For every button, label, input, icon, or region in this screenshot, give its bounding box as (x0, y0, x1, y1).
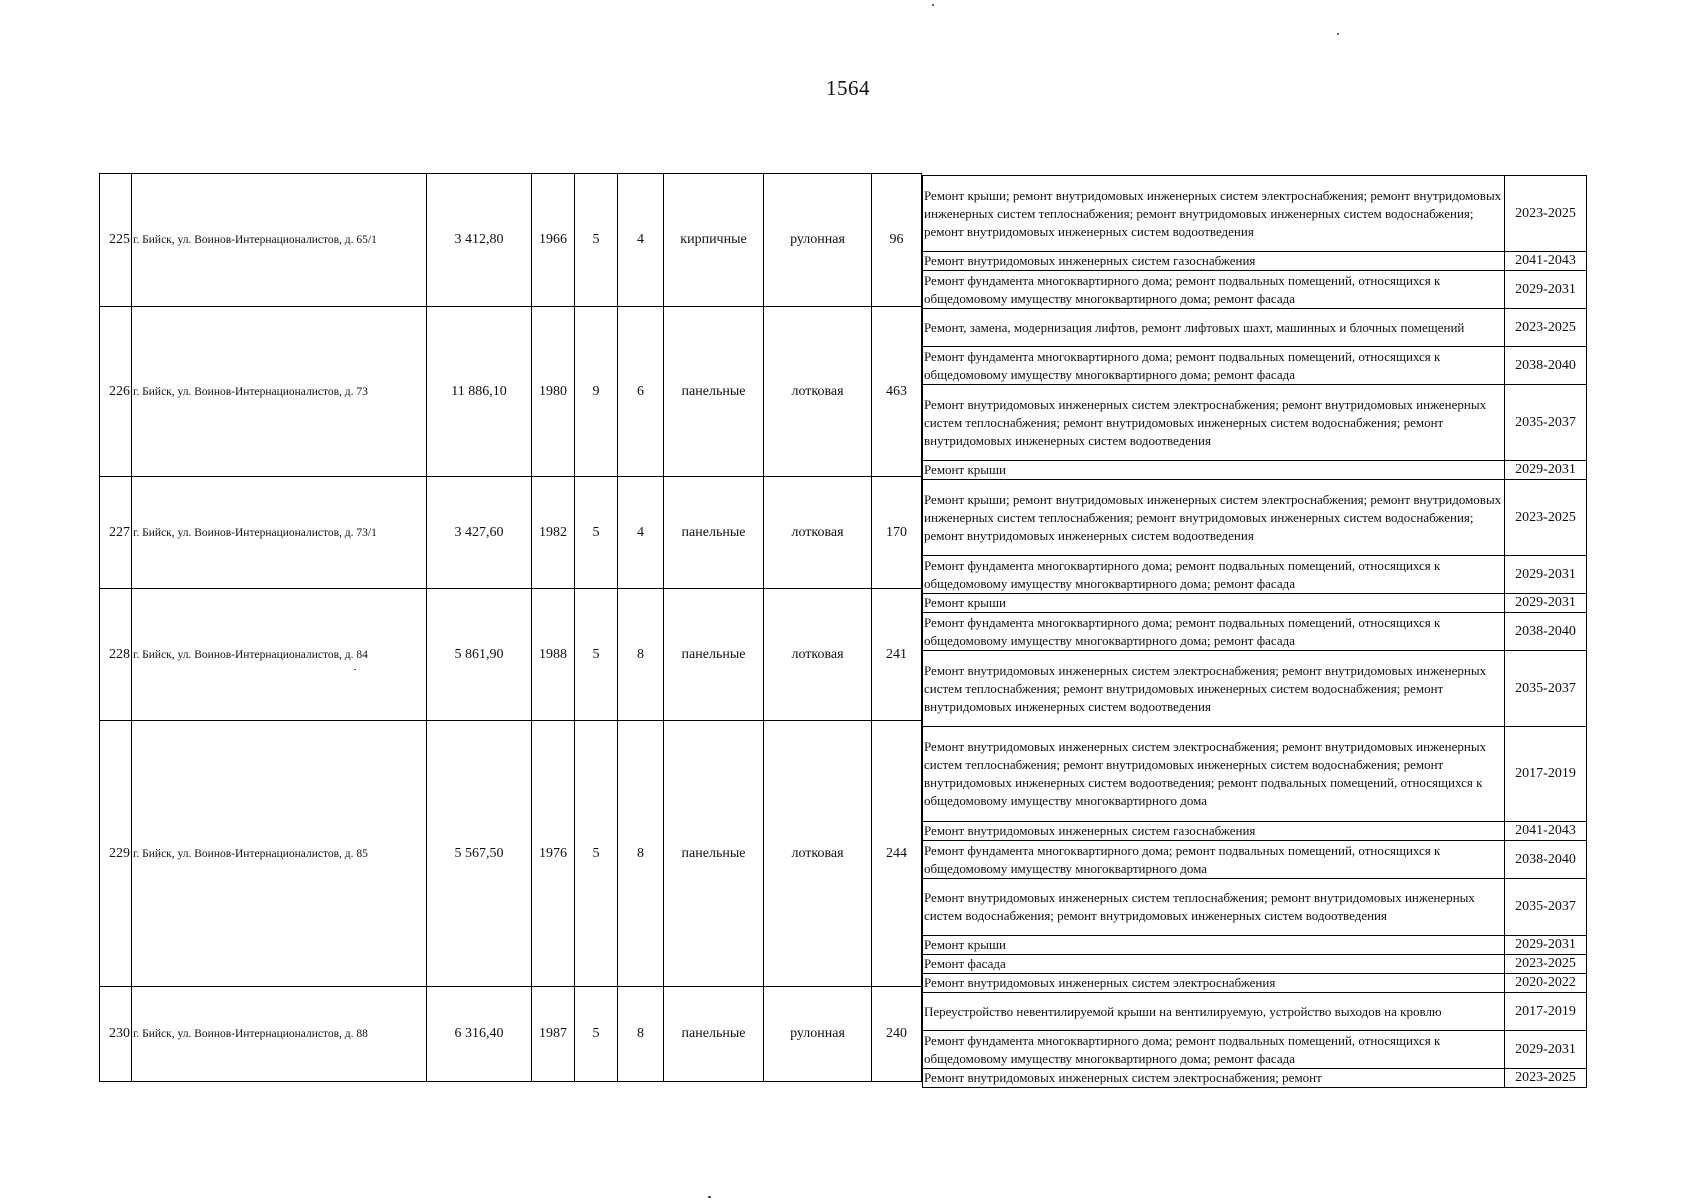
work-period: 2017-2019 (1505, 993, 1587, 1031)
work-row (923, 480, 1587, 556)
house-year: 1988 (532, 589, 575, 721)
work-row (923, 955, 1587, 974)
work-description: Ремонт внутридомовых инженерных систем теплоснабжения; ремонт внутридомовых инженерных систем водоснабжения; ремонт внутридомовых инженерных систем водоотведения (923, 879, 1505, 936)
work-period: 2035-2037 (1505, 385, 1587, 461)
work-description: Ремонт внутридомовых инженерных систем электроснабжения; ремонт внутридомовых инженерных систем теплоснабжения; ремонт внутридомовых инженерных систем водоснабжения; ремонт внутридомовых инженерных систем водоотведения (923, 385, 1505, 461)
house-address: г. Бийск, ул. Воинов-Интернационалистов, д. 85 (132, 721, 427, 987)
work-period: 2029-2031 (1505, 271, 1587, 309)
work-period: 2038-2040 (1505, 841, 1587, 879)
work-description: Ремонт фундамента многоквартирного дома; ремонт подвальных помещений, относящихся к общедомовому имуществу многоквартирного дома; ремонт фасада (923, 271, 1505, 309)
work-period: 2029-2031 (1505, 556, 1587, 594)
work-row (923, 993, 1587, 1031)
house-year: 1966 (532, 174, 575, 307)
house-residents: 96 (872, 174, 922, 307)
house-floors: 5 (575, 987, 618, 1082)
work-description: Ремонт крыши (923, 461, 1505, 480)
work-description: Ремонт внутридомовых инженерных систем электроснабжения; ремонт внутридомовых инженерных систем теплоснабжения; ремонт внутридомовых инженерных систем водоснабжения; ремонт внутридомовых инженерных систем водоотведения (923, 651, 1505, 727)
work-description: Ремонт внутридомовых инженерных систем электроснабжения; ремонт внутридомовых инженерных систем теплоснабжения; ремонт внутридомовых инженерных систем водоснабжения; ремонт внутридомовых инженерных систем водоотведения; ремонт подвальных помещений, относящихся к общедомовому имуществу многоквартирного дома (923, 727, 1505, 822)
house-wall-material: кирпичные (664, 174, 764, 307)
house-area: 5 861,90 (427, 589, 532, 721)
work-period: 2023-2025 (1505, 176, 1587, 252)
house-area: 3 412,80 (427, 174, 532, 307)
work-period: 2035-2037 (1505, 879, 1587, 936)
house-address: г. Бийск, ул. Воинов-Интернационалистов, д. 65/1 (132, 174, 427, 307)
house-number: 227 (100, 477, 132, 589)
house-floors: 5 (575, 589, 618, 721)
work-description: Ремонт фундамента многоквартирного дома; ремонт подвальных помещений, относящихся к общедомовому имуществу многоквартирного дома; ремонт фасада (923, 556, 1505, 594)
work-period: 2023-2025 (1505, 955, 1587, 974)
house-roof-type: рулонная (764, 987, 872, 1082)
house-row (100, 721, 922, 987)
house-entrances: 6 (618, 307, 664, 477)
work-period: 2020-2022 (1505, 974, 1587, 993)
house-roof-type: лотковая (764, 307, 872, 477)
scan-speck (932, 4, 934, 6)
house-wall-material: панельные (664, 477, 764, 589)
house-table (99, 173, 922, 1082)
work-row (923, 461, 1587, 480)
house-row (100, 987, 922, 1082)
house-entrances: 8 (618, 721, 664, 987)
house-year: 1980 (532, 307, 575, 477)
work-row (923, 822, 1587, 841)
work-description: Ремонт фундамента многоквартирного дома; ремонт подвальных помещений, относящихся к общедомовому имуществу многоквартирного дома; ремонт фасада (923, 613, 1505, 651)
house-roof-type: лотковая (764, 589, 872, 721)
work-row (923, 1031, 1587, 1069)
house-floors: 9 (575, 307, 618, 477)
work-description: Ремонт внутридомовых инженерных систем электроснабжения; ремонт (923, 1069, 1505, 1088)
house-roof-type: рулонная (764, 174, 872, 307)
house-address: г. Бийск, ул. Воинов-Интернационалистов, д. 84 (132, 589, 427, 721)
house-year: 1982 (532, 477, 575, 589)
work-row (923, 252, 1587, 271)
house-area: 11 886,10 (427, 307, 532, 477)
work-row (923, 841, 1587, 879)
house-address: г. Бийск, ул. Воинов-Интернационалистов, д. 88 (132, 987, 427, 1082)
work-period: 2041-2043 (1505, 252, 1587, 271)
house-area: 5 567,50 (427, 721, 532, 987)
house-row (100, 307, 922, 477)
house-number: 230 (100, 987, 132, 1082)
work-row (923, 613, 1587, 651)
house-year: 1976 (532, 721, 575, 987)
house-number: 225 (100, 174, 132, 307)
work-period: 2035-2037 (1505, 651, 1587, 727)
work-description: Ремонт крыши (923, 936, 1505, 955)
work-period: 2023-2025 (1505, 309, 1587, 347)
work-period: 2041-2043 (1505, 822, 1587, 841)
work-row (923, 271, 1587, 309)
work-period: 2029-2031 (1505, 1031, 1587, 1069)
house-floors: 5 (575, 721, 618, 987)
house-residents: 241 (872, 589, 922, 721)
house-number: 229 (100, 721, 132, 987)
house-floors: 5 (575, 174, 618, 307)
work-description: Ремонт внутридомовых инженерных систем газоснабжения (923, 252, 1505, 271)
house-residents: 244 (872, 721, 922, 987)
house-floors: 5 (575, 477, 618, 589)
work-row (923, 879, 1587, 936)
work-row (923, 974, 1587, 993)
work-description: Переустройство невентилируемой крыши на вентилируемую, устройство выходов на кровлю (923, 993, 1505, 1031)
work-description: Ремонт внутридомовых инженерных систем электроснабжения (923, 974, 1505, 993)
house-number: 226 (100, 307, 132, 477)
work-row (923, 1069, 1587, 1088)
scan-speck (1337, 33, 1339, 35)
work-row (923, 347, 1587, 385)
house-residents: 170 (872, 477, 922, 589)
work-period: 2029-2031 (1505, 594, 1587, 613)
work-period: 2029-2031 (1505, 461, 1587, 480)
work-row (923, 936, 1587, 955)
work-row (923, 385, 1587, 461)
house-residents: 463 (872, 307, 922, 477)
work-period: 2023-2025 (1505, 480, 1587, 556)
work-row (923, 176, 1587, 252)
work-description: Ремонт фундамента многоквартирного дома; ремонт подвальных помещений, относящихся к общедомовому имуществу многоквартирного дома (923, 841, 1505, 879)
work-description: Ремонт крыши; ремонт внутридомовых инженерных систем электроснабжения; ремонт внутридомовых инженерных систем теплоснабжения; ремонт внутридомовых инженерных систем водоснабжения; ремонт внутридомовых инженерных систем водоотведения (923, 176, 1505, 252)
work-row (923, 727, 1587, 822)
work-period: 2023-2025 (1505, 1069, 1587, 1088)
work-description: Ремонт, замена, модернизация лифтов, ремонт лифтовых шахт, машинных и блочных помещений (923, 309, 1505, 347)
work-description: Ремонт внутридомовых инженерных систем газоснабжения (923, 822, 1505, 841)
work-description: Ремонт фасада (923, 955, 1505, 974)
house-entrances: 4 (618, 174, 664, 307)
scan-speck (708, 1196, 711, 1198)
work-period: 2038-2040 (1505, 613, 1587, 651)
work-row (923, 651, 1587, 727)
house-wall-material: панельные (664, 721, 764, 987)
house-address: г. Бийск, ул. Воинов-Интернационалистов, д. 73 (132, 307, 427, 477)
work-period: 2038-2040 (1505, 347, 1587, 385)
work-description: Ремонт фундамента многоквартирного дома; ремонт подвальных помещений, относящихся к общедомовому имуществу многоквартирного дома; ремонт фасада (923, 1031, 1505, 1069)
house-number: 228 (100, 589, 132, 721)
house-area: 6 316,40 (427, 987, 532, 1082)
house-entrances: 8 (618, 589, 664, 721)
work-row (923, 309, 1587, 347)
house-row (100, 477, 922, 589)
house-wall-material: панельные (664, 307, 764, 477)
house-residents: 240 (872, 987, 922, 1082)
house-wall-material: панельные (664, 589, 764, 721)
work-description: Ремонт крыши (923, 594, 1505, 613)
work-row (923, 556, 1587, 594)
page-number: 1564 (826, 76, 870, 100)
house-entrances: 4 (618, 477, 664, 589)
house-row (100, 589, 922, 721)
house-year: 1987 (532, 987, 575, 1082)
work-description: Ремонт крыши; ремонт внутридомовых инженерных систем электроснабжения; ремонт внутридомовых инженерных систем теплоснабжения; ремонт внутридомовых инженерных систем водоснабжения; ремонт внутридомовых инженерных систем водоотведения (923, 480, 1505, 556)
work-row (923, 594, 1587, 613)
house-area: 3 427,60 (427, 477, 532, 589)
house-wall-material: панельные (664, 987, 764, 1082)
house-roof-type: лотковая (764, 477, 872, 589)
house-row (100, 174, 922, 307)
work-description: Ремонт фундамента многоквартирного дома; ремонт подвальных помещений, относящихся к общедомовому имуществу многоквартирного дома; ремонт фасада (923, 347, 1505, 385)
work-period: 2029-2031 (1505, 936, 1587, 955)
house-address: г. Бийск, ул. Воинов-Интернационалистов, д. 73/1 (132, 477, 427, 589)
works-table (922, 175, 1587, 1088)
work-period: 2017-2019 (1505, 727, 1587, 822)
house-roof-type: лотковая (764, 721, 872, 987)
house-entrances: 8 (618, 987, 664, 1082)
